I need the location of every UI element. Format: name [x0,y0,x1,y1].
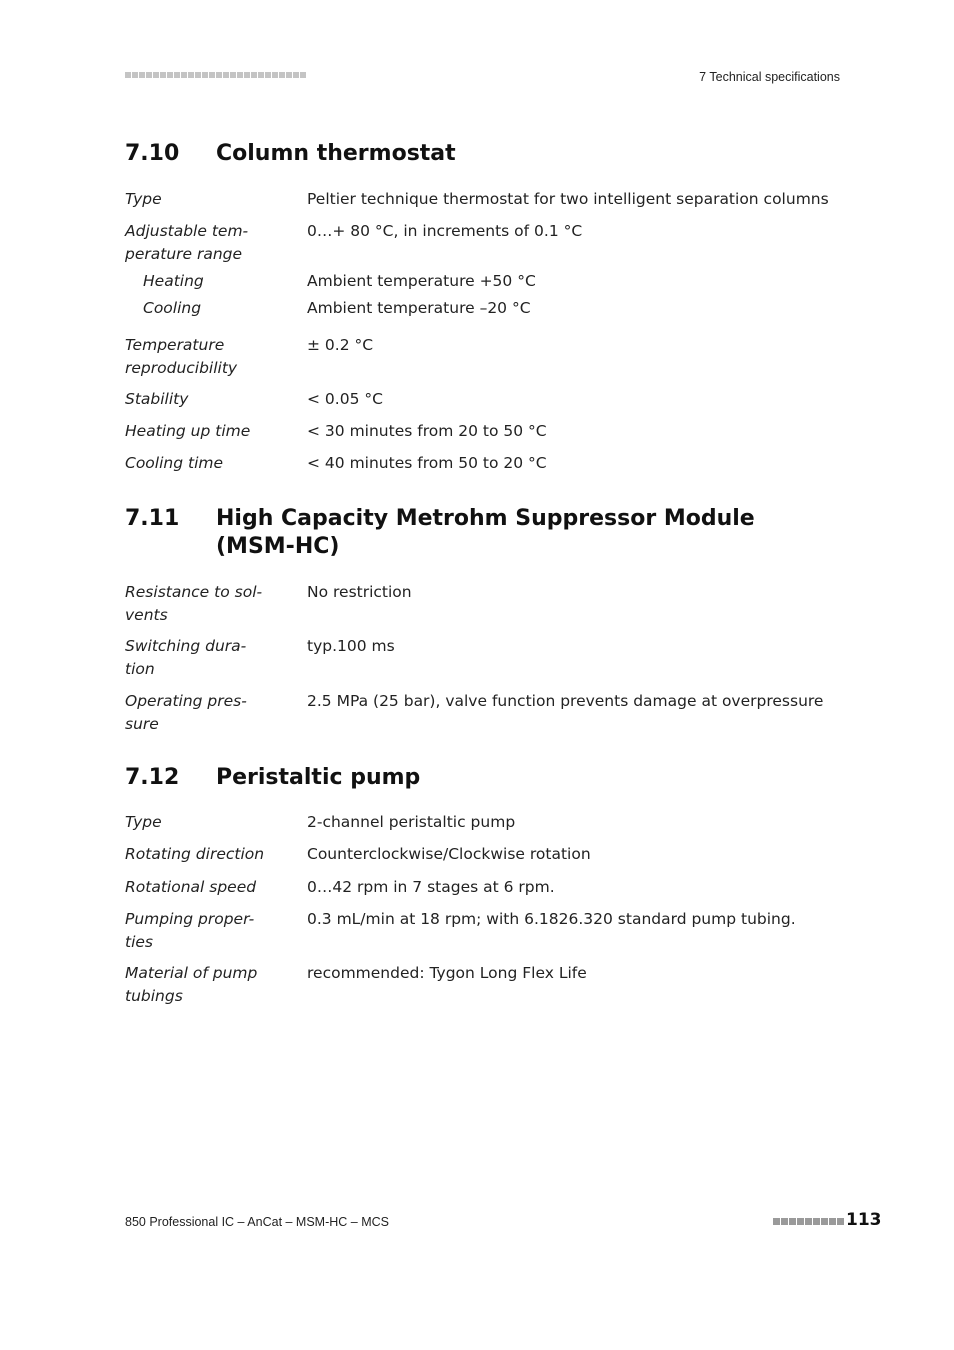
spec-value: < 30 minutes from 20 to 50 °C [307,422,547,440]
footer-document-title: 850 Professional IC – AnCat – MSM-HC – MCS [125,1215,389,1229]
section-peristaltic-pump [125,764,845,1005]
spec-label: Rotating direction [125,845,265,863]
section-title: High Capacity Metrohm Suppressor Module (MSM-HC) [216,506,755,559]
section-heading [125,505,845,561]
section-title: Column thermostat [216,141,456,166]
spec-value: < 40 minutes from 50 to 20 °C [307,454,547,472]
section-title: Peristaltic pump [216,765,421,790]
spec-value: Counterclockwise/Clockwise rotation [307,845,591,863]
section-heading [125,764,845,792]
page-number: 113 [846,1210,882,1230]
spec-label: Adjustable tem- perature range [125,222,249,263]
section-suppressor-module [125,505,845,733]
spec-value: 2-channel peristaltic pump [307,813,516,831]
spec-value: Peltier technique thermostat for two intelligent separation columns [307,190,829,208]
spec-value: ± 0.2 °C [307,336,374,354]
running-header: 7 Technical specifications [699,70,840,84]
spec-value: 0…+ 80 °C, in increments of 0.1 °C [307,222,583,240]
spec-value: < 0.05 °C [307,390,383,408]
footer-decoration [773,1218,844,1225]
spec-value: Ambient temperature –20 °C [307,299,531,317]
spec-value: Ambient temperature +50 °C [307,272,536,290]
spec-label: Stability [125,390,189,408]
spec-label: Type [125,813,162,831]
spec-value: typ.100 ms [307,637,395,655]
spec-value: recommended: Tygon Long Flex Life [307,964,587,982]
section-heading [125,140,845,168]
spec-label: Operating pres- sure [125,692,247,733]
spec-label: Heating up time [125,422,251,440]
spec-label: Type [125,190,162,208]
spec-label: Rotational speed [125,878,257,896]
section-column-thermostat [125,140,845,472]
section-number: 7.11 [125,506,180,531]
spec-label: Cooling [143,299,202,317]
spec-label: Material of pump tubings [125,964,258,1005]
spec-value: No restriction [307,583,412,601]
spec-label: Switching dura- tion [125,637,247,678]
spec-value: 0.3 mL/min at 18 rpm; with 6.1826.320 standard pump tubing. [307,910,796,928]
spec-label: Cooling time [125,454,224,472]
section-number: 7.12 [125,765,180,790]
spec-label: Temperature reproducibility [125,336,238,377]
spec-value: 2.5 MPa (25 bar), valve function prevents damage at overpressure [307,692,824,710]
spec-label: Pumping proper- ties [125,910,255,951]
header-decoration [125,72,306,78]
spec-value: 0…42 rpm in 7 stages at 6 rpm. [307,878,555,896]
spec-label: Heating [143,272,204,290]
spec-label: Resistance to sol- vents [125,583,263,624]
section-number: 7.10 [125,141,180,166]
